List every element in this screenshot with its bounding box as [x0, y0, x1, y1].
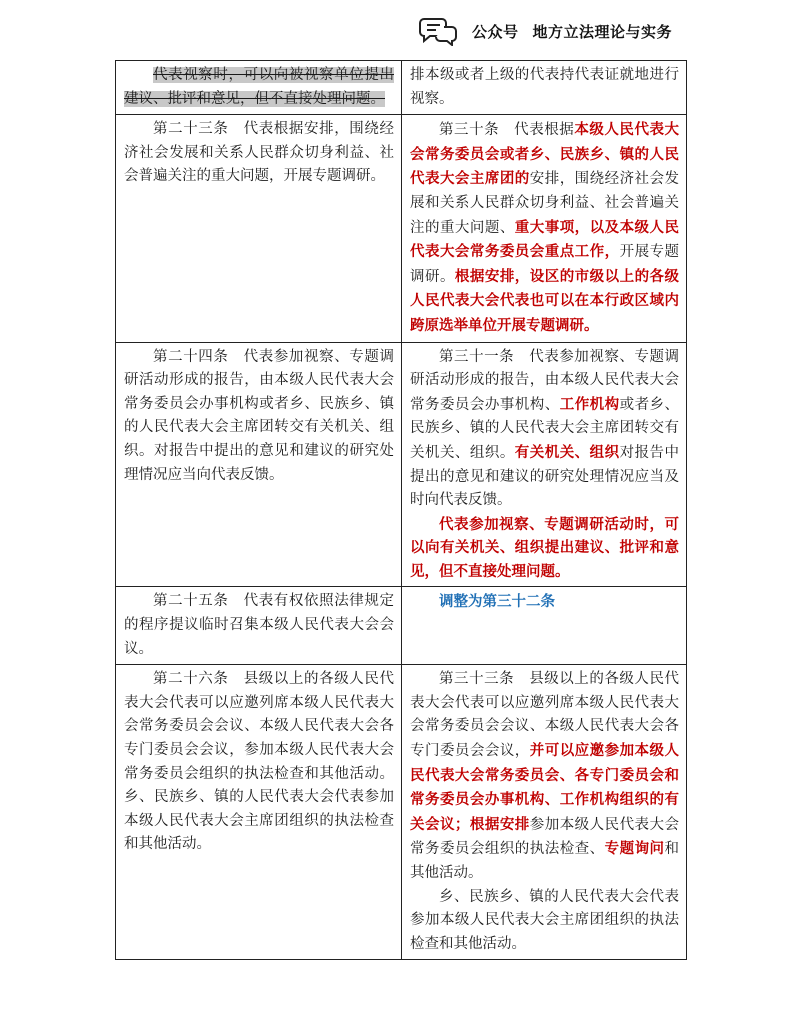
- old-text-cell: [116, 342, 402, 587]
- old-text-cell: [116, 665, 402, 960]
- renumber-note: 调整为第三十二条: [439, 593, 555, 611]
- table-row: [116, 61, 687, 115]
- new-text-cell: [402, 115, 687, 342]
- table-row: [116, 665, 687, 960]
- text-segment: 第三十一条 代表参加视察、专题调研活动形成的报告，由本级人民代表大会常务委员会办事机构、: [410, 348, 679, 413]
- old-text-cell: [116, 587, 402, 665]
- added-text: 根据安排，设区的市级以上的各级人民代表大会代表也可以在本行政区域内跨原选举单位开展专题调研。: [410, 267, 680, 334]
- article-33-paragraph-2: 乡、民族乡、镇的人民代表大会代表参加本级人民代表大会主席团组织的执法检查和其他活动。: [410, 888, 679, 952]
- table-row: [116, 587, 687, 665]
- article-25-text: 第二十五条 代表有权依照法律规定的程序提议临时召集本级人民代表大会会议。: [124, 593, 394, 657]
- new-text-cell: [402, 665, 687, 960]
- old-text-cell: [116, 115, 402, 342]
- text-segment: 第三十条 代表根据: [439, 122, 575, 139]
- article-33-text: [410, 668, 679, 885]
- text-segment: 安排，围绕经济社会发展和关系人民群众切身利益、社会普遍关注的重大问题、: [410, 171, 680, 236]
- added-text: 本级人民代表大会常务委员会或者乡、民族乡、镇的人民代表大会主席团的: [410, 121, 680, 188]
- table-row: [116, 342, 687, 587]
- account-name-label: 地方立法理论与实务: [532, 22, 673, 41]
- article-30-text: [410, 118, 679, 338]
- added-text: 并可以应邀参加本级人民代表大会常务委员会、各专门委员会和常务委员会办事机构、工作机构组织的有关会议；根据安排: [410, 742, 680, 833]
- deleted-paragraph: [124, 64, 394, 111]
- page-header: [418, 14, 698, 48]
- text-segment: 参加本级人民代表大会常务委员会组织的执法检查、: [410, 816, 680, 858]
- added-text: 工作机构: [559, 395, 620, 413]
- article-23-text: 第二十三条 代表根据安排，围绕经济社会发展和关系人民群众切身利益、社会普遍关注的重大问题，开展专题调研。: [124, 121, 394, 185]
- old-text-cell: [116, 61, 402, 115]
- text-segment: 对报告中提出的意见和建议的研究处理情况应当及时向代表反馈。: [410, 444, 680, 509]
- comparison-table: [115, 60, 687, 960]
- text-segment: 和其他活动。: [410, 841, 680, 881]
- wechat-chat-icon: [418, 16, 458, 46]
- table-row: [116, 115, 687, 342]
- new-text-cell: [402, 587, 687, 665]
- added-paragraph: 代表参加视察、专题调研活动时，可以向有关机关、组织提出建议、批评和意见，但不直接处理问题。: [410, 515, 679, 580]
- article-31-text: [410, 346, 679, 513]
- deleted-text: 代表视察时，可以向被视察单位提出建议、批评和意见，但不直接处理问题。: [124, 67, 394, 107]
- added-text: 重大事项，以及本级人民代表大会常务委员会重点工作，: [410, 218, 680, 261]
- paragraph-text: 排本级或者上级的代表持代表证就地进行视察。: [410, 67, 679, 107]
- new-text-cell: [402, 61, 687, 115]
- added-text: 有关机关、组织: [514, 443, 620, 461]
- added-text: 专题询问: [604, 840, 665, 858]
- text-segment: 第三十三条 县级以上的各级人民代表大会代表可以应邀列席本级人民代表大会常务委员会会议、本级人民代表大会各专门委员会会议，: [410, 671, 679, 760]
- article-26-text: 第二十六条 县级以上的各级人民代表大会代表可以应邀列席本级人民代表大会常务委员会会议、本级人民代表大会各专门委员会会议，参加本级人民代表大会常务委员会组织的执法检查和其他活动。乡、民族乡、镇的人民代表大会代表参加本级人民代表大会主席团组织的执法检查和其他活动。: [124, 671, 394, 853]
- new-text-cell: [402, 342, 687, 587]
- text-segment: 开展专题调研。: [410, 244, 680, 285]
- article-24-text: 第二十四条 代表参加视察、专题调研活动形成的报告，由本级人民代表大会常务委员会办事机构或者乡、民族乡、镇的人民代表大会主席团转交有关机关、组织。对报告中提出的意见和建议的研究处理情况应当向代表反馈。: [124, 348, 394, 483]
- text-segment: 或者乡、民族乡、镇的人民代表大会主席团转交有关机关、组织。: [410, 396, 680, 461]
- header-title: [472, 21, 672, 42]
- account-type-label: 公众号: [472, 22, 519, 41]
